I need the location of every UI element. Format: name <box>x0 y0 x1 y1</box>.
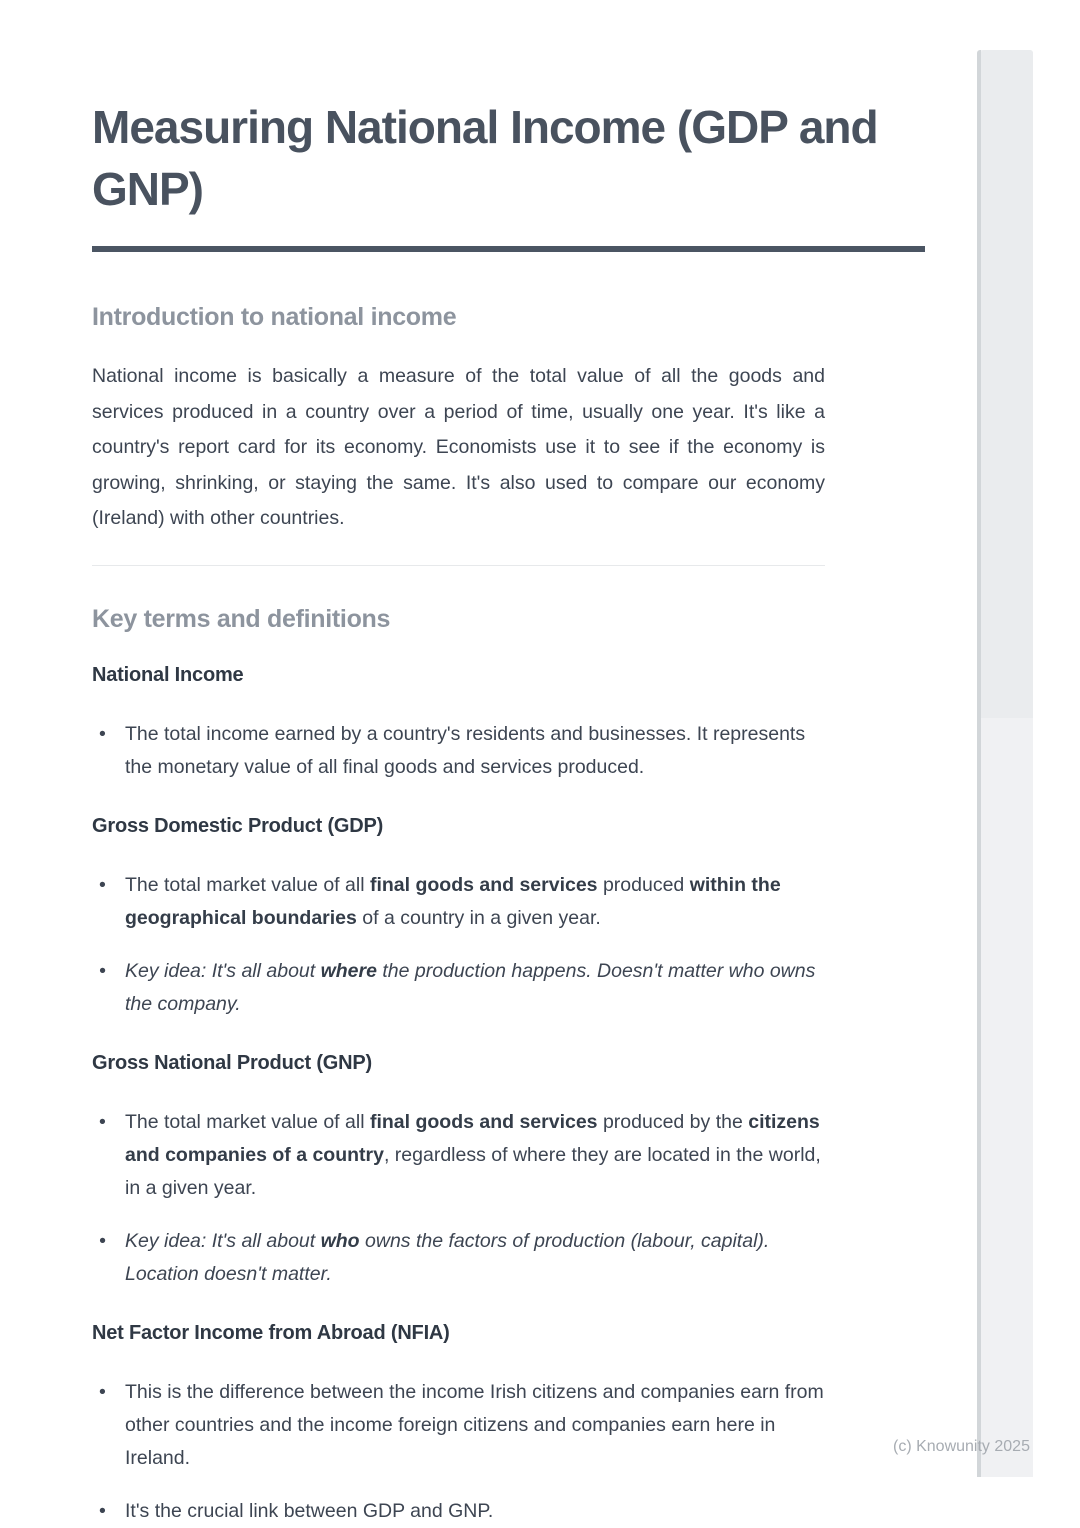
scrollbar-track[interactable] <box>977 50 1033 1477</box>
bullet-item: • Key idea: It's all about who owns the factors of production (labour, capital). Location doesn't matter. <box>92 1225 825 1291</box>
page-title: Measuring National Income (GDP and GNP) <box>92 101 878 215</box>
page-content <box>92 96 925 1528</box>
term-heading: Gross National Product (GNP) <box>92 1051 372 1074</box>
bullet-item: • Key idea: It's all about where the production happens. Doesn't matter who owns the company. <box>92 955 825 1021</box>
section-divider <box>92 565 825 566</box>
scrollbar-thumb[interactable] <box>981 50 1033 718</box>
term-heading: Net Factor Income from Abroad (NFIA) <box>92 1321 450 1344</box>
bullet-item: • The total market value of all final goods and services produced within the geographical boundaries of a country in a given year. <box>92 869 825 935</box>
bullet-list <box>92 869 825 1021</box>
bullet-list <box>92 718 825 784</box>
bullet-item: • It's the crucial link between GDP and GNP. <box>92 1495 825 1528</box>
title-underline-rule <box>92 246 925 252</box>
bullet-item: • The total market value of all final goods and services produced by the citizens and companies of a country, regardless of where they are located in the world, in a given year. <box>92 1106 825 1205</box>
section-heading: Introduction to national income <box>92 303 457 331</box>
term-heading: Gross Domestic Product (GDP) <box>92 814 384 837</box>
term-heading: National Income <box>92 663 244 686</box>
copyright-watermark: (c) Knowunity 2025 <box>893 1438 1030 1455</box>
body-paragraph: National income is basically a measure of the total value of all the goods and services produced in a country over a period of time, usually one year. It's like a country's report card for its economy. Economists use it to see if the economy is growing, shrinking, or staying the same. It's also used to compare our economy (Ireland) with other countries. <box>92 365 825 529</box>
section-heading: Key terms and definitions <box>92 604 391 633</box>
document-body <box>92 302 825 1528</box>
bullet-item: • The total income earned by a country's residents and businesses. It represents the monetary value of all final goods and services produced. <box>92 718 825 784</box>
bullet-item: • This is the difference between the income Irish citizens and companies earn from other countries and the income foreign citizens and companies earn here in Ireland. <box>92 1376 825 1475</box>
bullet-list <box>92 1376 825 1528</box>
bullet-list <box>92 1106 825 1291</box>
